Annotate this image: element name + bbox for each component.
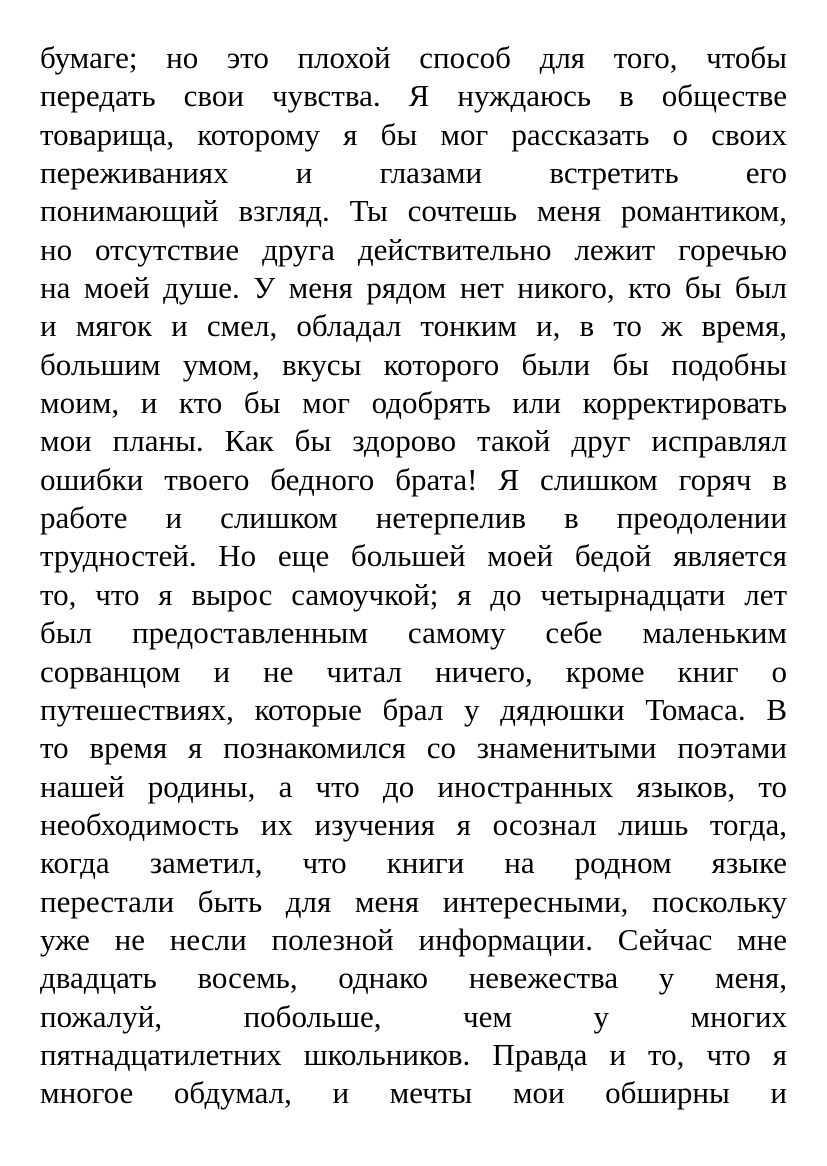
text-line-19: то время я познакомился со знаменитыми поэтами [40, 730, 787, 766]
text-line-8: и мягок и смел, обладал тонким и, в то ж время, [40, 308, 787, 344]
document-page [40, 39, 787, 1113]
text-line-4: переживаниях и глазами встретить его [40, 155, 787, 191]
text-line-12: ошибки твоего бедного брата! Я слишком горяч в [40, 461, 787, 497]
text-line-17: сорванцом и не читал ничего, кроме книг о [40, 653, 787, 689]
text-line-15: то, что я вырос самоучкой; я до четырнадцати лет [40, 576, 787, 612]
text-line-27: пятнадцатилетних школьников. Правда и то, что я [40, 1036, 787, 1072]
text-line-1: бумаге; но это плохой способ для того, чтобы [40, 40, 787, 75]
text-line-9: большим умом, вкусы которого были бы подобны [40, 346, 787, 382]
text-line-6: но отсутствие друга действительно лежит горечью [40, 231, 787, 267]
text-line-18: путешествиях, которые брал у дядюшки Томаса. В [40, 691, 787, 727]
text-line-16: был предоставленным самому себе маленьким [40, 615, 787, 651]
text-line-2: передать свои чувства. Я нуждаюсь в обществе [40, 78, 787, 114]
text-line-7: на моей душе. У меня рядом нет никого, кто бы был [40, 270, 787, 306]
text-line-21: необходимость их изучения я осознал лишь тогда, [40, 806, 787, 842]
text-line-20: нашей родины, а что до иностранных языков, то [40, 768, 787, 804]
text-line-13: работе и слишком нетерпелив в преодолении [40, 500, 787, 536]
text-line-28: многое обдумал, и мечты мои обширны и [40, 1075, 787, 1111]
text-line-26: пожалуй, побольше, чем у многих [40, 998, 787, 1034]
text-line-5: понимающий взгляд. Ты сочтешь меня романтиком, [40, 193, 787, 229]
text-line-23: перестали быть для меня интересными, поскольку [40, 883, 787, 919]
text-line-3: товарища, которому я бы мог рассказать о своих [40, 116, 787, 152]
text-line-22: когда заметил, что книги на родном языке [40, 845, 787, 881]
text-line-24: уже не несли полезной информации. Сейчас мне [40, 921, 787, 957]
text-line-11: мои планы. Как бы здорово такой друг исправлял [40, 423, 787, 459]
text-line-14: трудностей. Но еще большей моей бедой является [40, 538, 787, 574]
text-line-25: двадцать восемь, однако невежества у меня, [40, 960, 787, 996]
text-line-10: моим, и кто бы мог одобрять или корректировать [40, 385, 787, 421]
